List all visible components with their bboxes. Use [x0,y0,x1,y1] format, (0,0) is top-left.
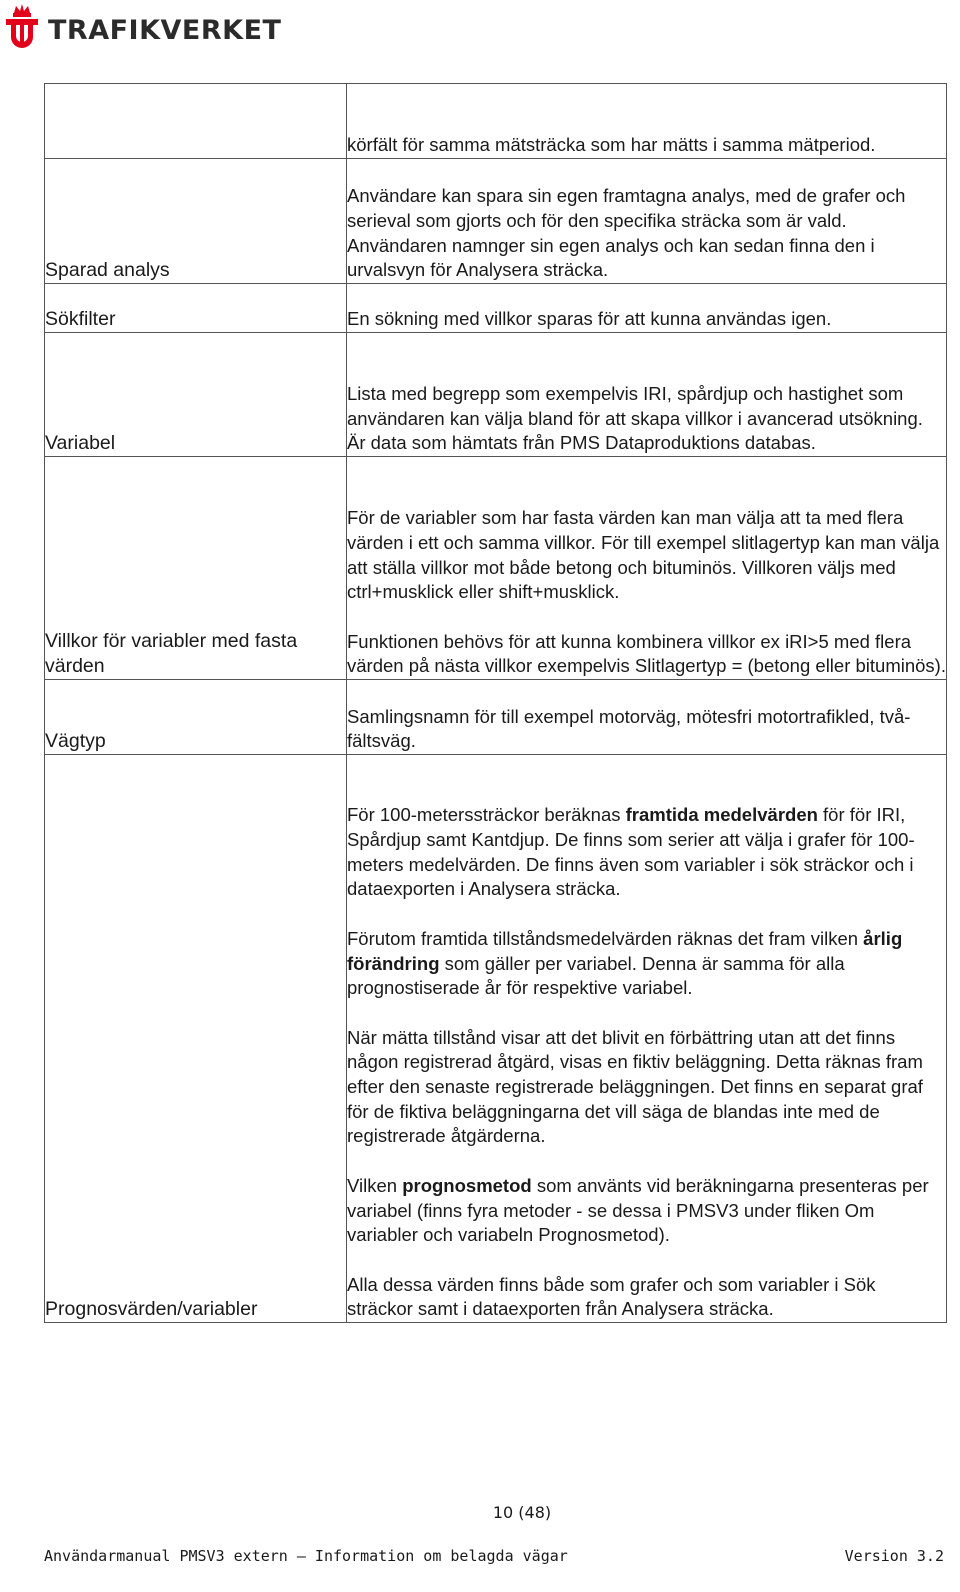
description-text: Funktionen behövs för att kunna kombinera villkor ex iRI>5 med flera värden på nästa villkor exempelvis Slitlagertyp = (betong eller bituminös). [347,630,946,677]
description-text: Alla dessa värden finns både som grafer och som variabler i Sök sträckor samt i dataexporten från Analysera sträcka. [347,1273,876,1320]
description-text: En sökning med villkor sparas för att kunna användas igen. [347,308,832,330]
footer-document-title: Användarmanual PMSV3 extern – Information om belagda vägar [44,1547,568,1565]
crown-shield-icon [2,3,42,53]
description-cell [347,457,947,680]
page-number: 10 (48) [492,1503,552,1522]
description-text: Förutom framtida tillståndsmedelvärden räknas det fram vilken årlig förändring som gäller per variabel. Denna är samma för alla prognostiserade år för respektive variabel. [347,927,903,999]
description-cell [347,333,947,457]
description-cell [347,84,947,159]
description-cell [347,680,947,755]
term-cell: Villkor för variabler med fasta värden [45,457,347,680]
footer-version: Version 3.2 [844,1547,944,1565]
description-text: Samlingsnamn för till exempel motorväg, mötesfri motortrafikled, två-fältsväg. [347,705,911,752]
table-row [45,284,947,333]
table-row [45,457,947,680]
term-cell: Variabel [45,333,347,457]
description-text: Vilken prognosmetod som använts vid beräkningarna presenteras per variabel (finns fyra metoder - se dessa i PMSV3 under fliken Om variabler och variabeln Prognosmetod). [347,1174,929,1246]
table-row [45,333,947,457]
description-text: Användare kan spara sin egen framtagna analys, med de grafer och serieval som gjorts och för den specifika sträcka som är vald. Användaren namnger sin egen analys och kan sedan finna den i urvalsvyn för Analysera sträcka. [347,185,906,281]
table-row [45,755,947,1323]
term-cell [45,84,347,159]
term-cell: Prognosvärden/variabler [45,755,347,1323]
definitions-table [44,83,947,1323]
description-cell [347,284,947,333]
table-row [45,680,947,755]
table-row [45,159,947,284]
description-text: När mätta tillstånd visar att det blivit en förbättring utan att det finns någon registrerad åtgärd, visas en fiktiv beläggning. Detta räknas fram efter den senaste registrerade beläggningen. Det finns en separat graf för de fiktiva beläggningarna det vill säga de blandas inte med de registrerade åtgärderna. [347,1026,923,1147]
description-cell [347,755,947,1323]
description-text: Lista med begrepp som exempelvis IRI, spårdjup och hastighet som användaren kan välja bland för att skapa villkor i avancerad utsökning. Är data som hämtats från PMS Dataproduktions databas. [347,382,923,454]
description-text: För 100-meterssträckor beräknas framtida medelvärden för för IRI, Spårdjup samt Kantdjup. De finns som serier att välja i grafer för 100-meters medelvärden. De finns även som variabler i sök sträckor och i dataexporten i Analysera sträcka. [347,804,915,900]
table-row [45,84,947,159]
description-text: För de variabler som har fasta värden kan man välja att ta med flera värden i ett och samma villkor. För till exempel slitlagertyp kan man välja att ställa villkor mot både betong och bituminös. Villkoren väljs med ctrl+musklick eller shift+musklick. [347,507,940,603]
term-cell: Sökfilter [45,284,347,333]
term-cell: Sparad analys [45,159,347,284]
term-cell: Vägtyp [45,680,347,755]
description-text: körfält för samma mätsträcka som har mätts i samma mätperiod. [347,134,876,156]
logo-wordmark: TRAFIKVERKET [48,14,282,46]
description-cell [347,159,947,284]
trafikverket-logo [2,2,281,54]
